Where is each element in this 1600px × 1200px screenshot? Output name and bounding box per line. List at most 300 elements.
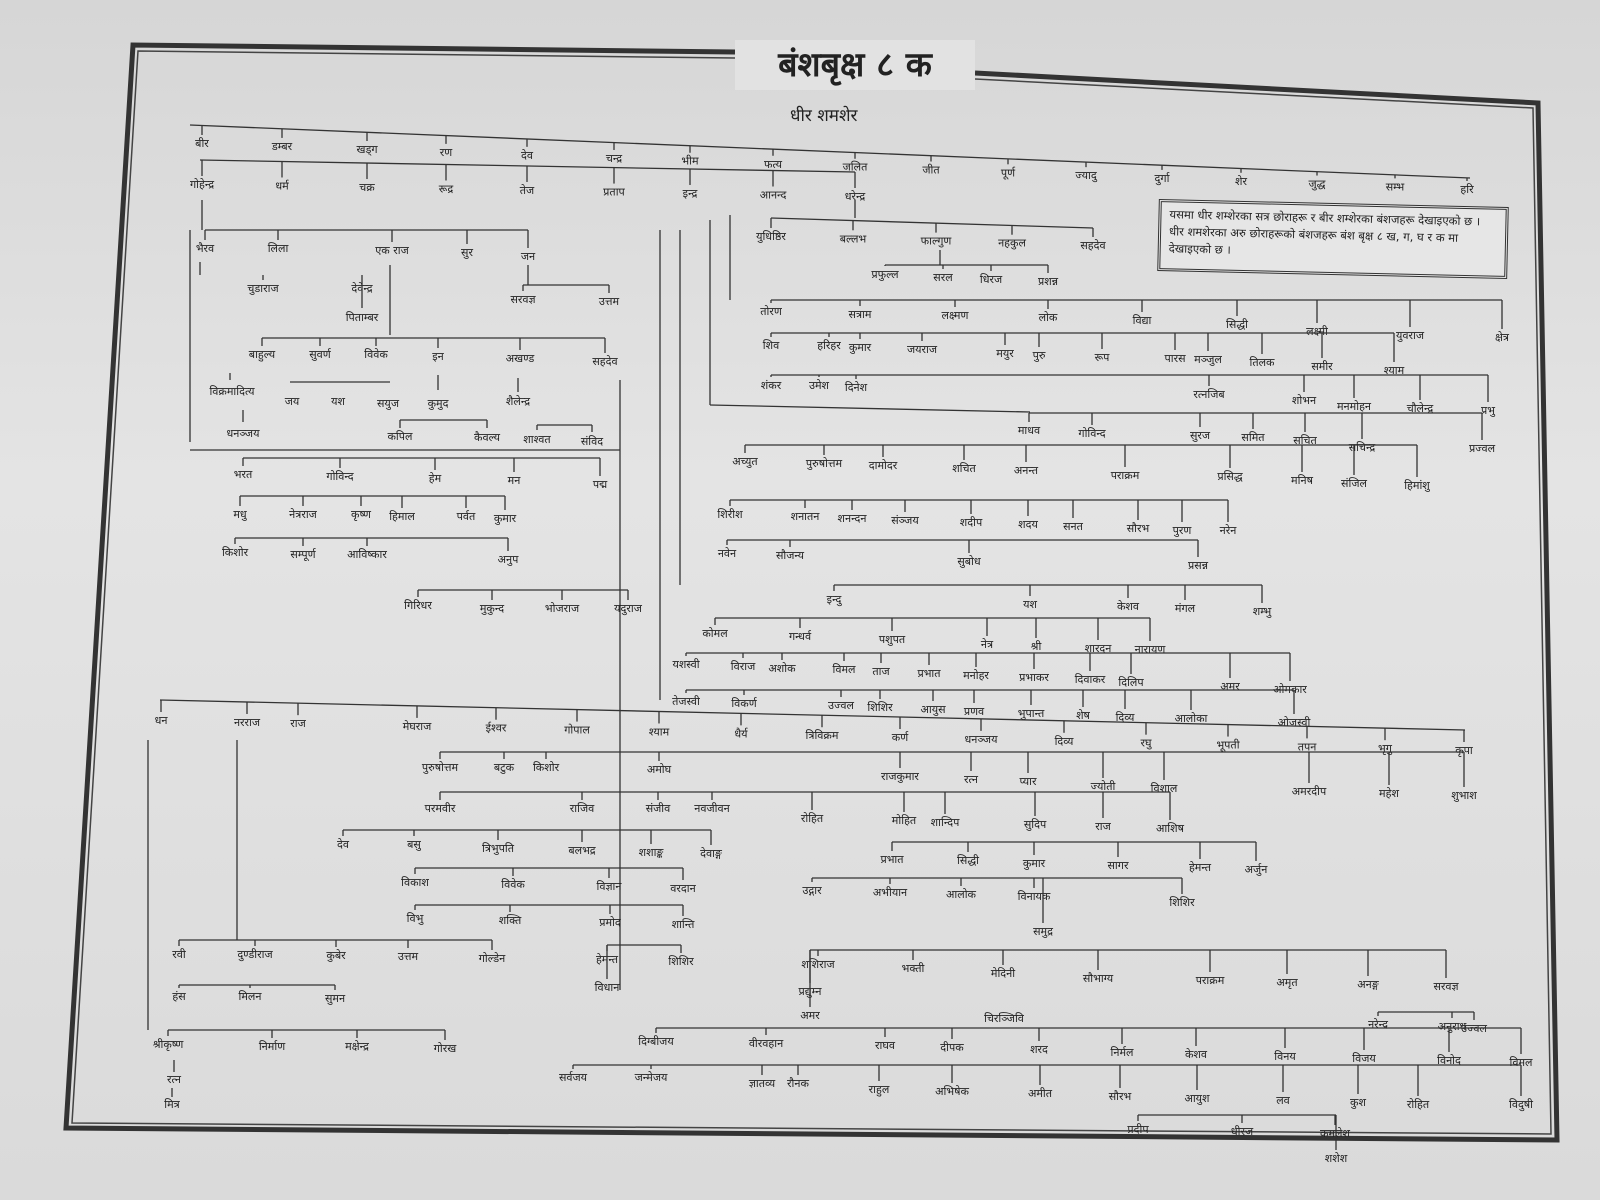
person-name: जयराज bbox=[906, 343, 938, 356]
person-name: बीर bbox=[195, 137, 209, 150]
person-name: ओमकार bbox=[1273, 683, 1307, 696]
person-name: नहकुल bbox=[998, 236, 1026, 250]
person-name: अमर bbox=[1220, 680, 1240, 693]
person-name: मनमोहन bbox=[1336, 400, 1372, 413]
person-name: ज्यादु bbox=[1075, 169, 1097, 183]
person-name: फत्य bbox=[763, 157, 783, 171]
person-name: बाहुल्य bbox=[248, 348, 276, 361]
person-name: विराज bbox=[730, 660, 756, 673]
person-name: कपिल bbox=[387, 430, 413, 443]
root-ancestor-name: धीर शमशेर bbox=[790, 106, 858, 126]
person-name: पूर्ण bbox=[1000, 166, 1016, 180]
person-name: शनन्दन bbox=[837, 512, 867, 525]
person-name: शरद bbox=[1030, 1043, 1048, 1056]
person-name: शशिराज bbox=[801, 958, 835, 971]
person-name: पारस bbox=[1164, 352, 1186, 365]
person-name: सत्राम bbox=[848, 308, 872, 321]
person-name: कुमार bbox=[848, 341, 872, 354]
person-name: सुरज bbox=[1189, 429, 1211, 442]
person-name: वीरवहान bbox=[748, 1037, 784, 1050]
person-name: विवेक bbox=[364, 348, 388, 361]
person-name: रूप bbox=[1094, 351, 1110, 364]
person-name: कमलेश bbox=[1320, 1127, 1350, 1140]
person-name: कृष्ण bbox=[351, 508, 371, 521]
person-name: पुरण bbox=[1172, 524, 1192, 537]
person-name: यश bbox=[1023, 598, 1037, 611]
person-name: कुमुद bbox=[427, 397, 449, 410]
person-name: शेष bbox=[1076, 709, 1090, 722]
person-name: विजय bbox=[1352, 1052, 1376, 1065]
person-name: सौरभ bbox=[1126, 522, 1150, 535]
person-name: हरिहर bbox=[817, 339, 841, 352]
person-name: श्याम bbox=[1383, 364, 1405, 377]
person-name: समुद्र bbox=[1033, 925, 1053, 938]
person-name: प्रताप bbox=[603, 185, 625, 199]
person-name: कोमल bbox=[702, 627, 728, 640]
person-name: हंस bbox=[172, 990, 186, 1003]
person-name: तपन bbox=[1297, 740, 1317, 754]
person-name: मयुर bbox=[996, 347, 1014, 360]
person-name: सुदिप bbox=[1023, 818, 1047, 831]
person-name: विनायक bbox=[1017, 890, 1051, 903]
person-name: आयुस bbox=[920, 703, 946, 716]
person-name: यदुराज bbox=[614, 602, 642, 615]
person-name: त्रिविक्रम bbox=[805, 729, 839, 743]
person-name: सहदेव bbox=[1080, 239, 1106, 252]
person-name: नवजीवन bbox=[694, 802, 730, 815]
person-name: समित bbox=[1241, 431, 1265, 444]
person-name: अमृत bbox=[1276, 976, 1298, 989]
person-name: सौजन्य bbox=[775, 549, 805, 562]
person-name: रत्न bbox=[167, 1073, 181, 1086]
person-name: ज्योती bbox=[1090, 780, 1116, 793]
person-name: दिव्य bbox=[1054, 734, 1074, 748]
person-name: तेजस्वी bbox=[672, 695, 700, 708]
person-name: शनातन bbox=[790, 510, 820, 523]
person-name: राज bbox=[1095, 820, 1111, 833]
person-name: प्रमोद bbox=[599, 916, 621, 929]
person-name: निर्माण bbox=[258, 1040, 286, 1053]
person-name: शान्ति bbox=[671, 918, 695, 931]
connector-line bbox=[190, 125, 1470, 178]
person-name: दिवाकर bbox=[1074, 673, 1106, 686]
person-name: मन bbox=[507, 474, 521, 487]
person-name: अनङ्ग bbox=[1357, 978, 1379, 991]
person-name: विधान bbox=[594, 981, 620, 994]
person-name: गोरख bbox=[433, 1042, 457, 1055]
person-name: विकाश bbox=[401, 876, 429, 889]
person-name: भूपती bbox=[1216, 738, 1240, 752]
person-name: ओजस्वी bbox=[1277, 716, 1311, 729]
person-name: दीपक bbox=[940, 1041, 964, 1054]
person-name: गोपाल bbox=[564, 723, 590, 737]
person-name: भुपान्त bbox=[1017, 707, 1045, 720]
person-name: आलोक bbox=[946, 888, 976, 901]
person-name: प्रज्वल bbox=[1468, 442, 1496, 455]
person-name: मेदिनी bbox=[990, 967, 1016, 980]
person-name: निर्मल bbox=[1110, 1046, 1134, 1059]
person-name: हेमन्त bbox=[595, 953, 619, 966]
person-name: गिरिधर bbox=[404, 599, 432, 612]
person-name: मञ्जुल bbox=[1194, 353, 1222, 366]
person-name: प्रभाकर bbox=[1019, 671, 1049, 684]
person-name: संञ्जय bbox=[891, 514, 919, 527]
person-name: शिरीश bbox=[717, 508, 743, 521]
person-name: अभिषेक bbox=[935, 1085, 969, 1098]
person-name: हेम bbox=[428, 472, 442, 485]
person-name: पद्म bbox=[592, 478, 608, 491]
person-name: युवराज bbox=[1395, 329, 1425, 342]
person-name: धनञ्जय bbox=[964, 732, 998, 746]
person-name: उत्तम bbox=[397, 950, 419, 963]
person-name: दामोदर bbox=[868, 459, 898, 472]
person-name: देव bbox=[337, 838, 349, 851]
person-name: विज्ञान bbox=[596, 880, 622, 893]
person-name: शिशिर bbox=[668, 955, 694, 968]
person-name: दिग्बीजय bbox=[638, 1035, 674, 1048]
person-name: मुकुन्द bbox=[479, 602, 505, 615]
person-name: जलित bbox=[842, 160, 868, 174]
person-name: संजीव bbox=[645, 802, 671, 815]
person-name: विनय bbox=[1274, 1050, 1296, 1063]
person-name: धिरज bbox=[979, 273, 1003, 286]
person-name: अमीत bbox=[1027, 1087, 1053, 1100]
person-name: धन bbox=[154, 714, 168, 727]
person-name: विवेक bbox=[501, 878, 525, 891]
person-name: नरेन bbox=[1219, 524, 1237, 537]
person-name: आयुश bbox=[1184, 1092, 1210, 1105]
person-name: देवेन्द्र bbox=[351, 282, 373, 295]
person-name: सरवज्ञ bbox=[1433, 980, 1459, 993]
person-name: तोरण bbox=[760, 305, 782, 318]
person-name: प्रभात bbox=[880, 853, 904, 866]
person-name: रौनक bbox=[787, 1077, 809, 1090]
person-name: शम्भु bbox=[1252, 605, 1272, 618]
person-name: विकर्ण bbox=[731, 697, 757, 710]
person-name: प्रशन्न bbox=[1037, 275, 1059, 288]
person-name: शुभाश bbox=[1451, 789, 1477, 802]
person-name: सिद्धी bbox=[1226, 318, 1248, 331]
person-name: शिशिर bbox=[867, 701, 893, 714]
person-name: सुर bbox=[461, 246, 473, 259]
person-name: सरल bbox=[933, 271, 953, 284]
person-name: पशुपत bbox=[878, 633, 906, 646]
person-name: चुडाराज bbox=[247, 282, 279, 295]
person-name: धैर्य bbox=[734, 727, 748, 741]
person-name: राजिव bbox=[569, 802, 595, 815]
person-name: विमल bbox=[1509, 1056, 1533, 1069]
person-name: अर्जुन bbox=[1244, 863, 1268, 876]
person-name: ताज bbox=[872, 665, 890, 678]
person-name: आलोका bbox=[1174, 712, 1208, 725]
person-name: देव bbox=[521, 148, 533, 162]
person-name: सुवर्ण bbox=[309, 348, 331, 361]
person-name: प्यार bbox=[1019, 775, 1037, 788]
person-name: नेत्रराज bbox=[289, 508, 317, 521]
person-name: शारदन bbox=[1084, 642, 1112, 655]
person-name: मेघराज bbox=[402, 719, 432, 733]
person-name: दुर्गा bbox=[1154, 171, 1170, 185]
person-name: शक्ति bbox=[498, 914, 522, 927]
person-name: राजकुमार bbox=[881, 770, 919, 783]
person-name: दिलिप bbox=[1118, 676, 1144, 689]
person-name: प्रद्युम्न bbox=[798, 985, 822, 998]
person-name: प्रभु bbox=[1481, 404, 1495, 417]
person-name: सर्वजय bbox=[558, 1071, 588, 1084]
person-name: भैरव bbox=[195, 242, 215, 255]
person-name: शोभन bbox=[1291, 394, 1317, 407]
person-name: जुद्ध bbox=[1308, 177, 1326, 191]
connector-line bbox=[160, 700, 1465, 730]
person-name: शिव bbox=[762, 339, 780, 352]
person-name: क्षेत्र bbox=[1495, 331, 1509, 344]
person-name: शशाङ्क bbox=[638, 846, 664, 859]
person-name: बसु bbox=[407, 838, 421, 851]
person-name: ईश्वर bbox=[485, 721, 507, 735]
person-name: बलभद्र bbox=[568, 844, 596, 857]
person-name: जीत bbox=[922, 163, 940, 177]
person-name: रघु bbox=[1140, 736, 1152, 750]
person-name: प्रसिद्ध bbox=[1217, 470, 1243, 483]
person-name: रत्नजिब bbox=[1193, 388, 1225, 401]
person-name: शिशिर bbox=[1169, 896, 1195, 909]
person-name: अमोघ bbox=[646, 763, 672, 776]
person-name: उज्वल bbox=[828, 699, 854, 712]
person-name: सचिन्द्र bbox=[1348, 441, 1376, 454]
person-name: भोजराज bbox=[544, 602, 580, 615]
person-name: कुमार bbox=[493, 512, 517, 525]
person-name: राज bbox=[290, 717, 306, 731]
person-name: रोहित bbox=[800, 812, 824, 825]
person-name: गन्धर्व bbox=[788, 630, 812, 643]
person-name: नारायण bbox=[1134, 643, 1166, 656]
person-name: किशोर bbox=[221, 546, 249, 559]
person-name: रण bbox=[439, 145, 453, 159]
person-name: पराक्रम bbox=[1110, 469, 1140, 482]
person-name: उद्गार bbox=[802, 884, 822, 897]
person-name: चौलेन्द्र bbox=[1406, 402, 1434, 415]
person-name: भीम bbox=[681, 154, 699, 168]
person-name: केशव bbox=[1116, 600, 1140, 613]
person-name: गोविन्द bbox=[1078, 427, 1106, 440]
person-name: सौभाग्य bbox=[1082, 972, 1114, 985]
person-name: तिलक bbox=[1249, 356, 1275, 369]
person-name: कुश bbox=[1350, 1096, 1366, 1109]
chart-title: बंशबृक्ष ८ क bbox=[735, 40, 975, 90]
person-name: गोहेन्द्र bbox=[189, 178, 215, 191]
person-name: सुमन bbox=[324, 992, 346, 1005]
person-name: विशाल bbox=[1150, 782, 1178, 795]
person-name: श्री bbox=[1030, 640, 1042, 653]
person-name: गोविन्द bbox=[326, 470, 354, 483]
person-name: मक्षेन्द्र bbox=[345, 1040, 369, 1053]
person-name: उमेश bbox=[808, 379, 830, 392]
person-name: खड्ग bbox=[356, 143, 378, 156]
person-name: लोक bbox=[1038, 311, 1058, 324]
person-name: केशव bbox=[1184, 1048, 1208, 1061]
person-name: सम्पूर्ण bbox=[290, 548, 316, 561]
connector-line bbox=[771, 218, 1093, 228]
person-name: गोल्डेन bbox=[478, 952, 506, 965]
person-name: वरदान bbox=[670, 882, 696, 895]
person-name: भरत bbox=[233, 468, 253, 481]
person-name: कर्ण bbox=[891, 731, 909, 745]
person-name: प्रफुल्ल bbox=[871, 268, 899, 281]
person-name: सहदेव bbox=[592, 355, 618, 368]
person-name: विक्रमादित्य bbox=[209, 385, 255, 398]
explanatory-note: यसमा धीर शम्शेरका सत्र छोराहरू र बीर शम्शेरका बंशजहरू देखाइएको छ । धीर शमशेरका अरु छोराहरूको बंशजहरू बंश बृक्ष ८ ख, ग, घ र क मा देखाइएको छ । bbox=[1157, 199, 1509, 279]
person-name: धीरज bbox=[1230, 1125, 1254, 1138]
person-name: सनत bbox=[1063, 520, 1083, 533]
person-name: लव bbox=[1276, 1094, 1290, 1107]
person-name: रत्न bbox=[964, 773, 978, 786]
person-name: हरि bbox=[1460, 183, 1474, 196]
person-name: सरवज्ञ bbox=[510, 293, 536, 306]
person-name: प्रसन्न bbox=[1188, 559, 1208, 572]
person-name: चिरञ्जिवि bbox=[984, 1012, 1024, 1025]
person-name: प्रदीप bbox=[1127, 1123, 1149, 1136]
person-name: लिला bbox=[267, 242, 289, 255]
person-name: रोहित bbox=[1406, 1098, 1430, 1111]
person-name: तेज bbox=[519, 183, 535, 197]
person-name: शचित bbox=[952, 462, 976, 475]
person-name: सम्भ bbox=[1385, 180, 1405, 194]
person-name: शैलेन्द्र bbox=[505, 395, 531, 408]
person-name: यश bbox=[331, 395, 345, 408]
person-name: आनन्द bbox=[759, 188, 787, 202]
person-name: युधिष्ठिर bbox=[756, 230, 786, 243]
person-name: विमल bbox=[832, 663, 856, 676]
person-name: विभु bbox=[406, 912, 424, 925]
person-name: ज्ञातव्य bbox=[748, 1077, 776, 1090]
person-name: समीर bbox=[1311, 360, 1333, 373]
person-name: भक्ती bbox=[901, 962, 925, 975]
person-name: कृपा bbox=[1455, 744, 1473, 757]
person-name: धर्म bbox=[275, 179, 289, 193]
person-name: पराक्रम bbox=[1195, 974, 1225, 987]
person-name: प्रभात bbox=[917, 667, 941, 680]
person-name: मंगल bbox=[1174, 602, 1196, 615]
person-name: अखण्ड bbox=[505, 352, 535, 365]
person-name: प्रणव bbox=[963, 705, 985, 718]
person-name: सिद्धी bbox=[957, 854, 979, 867]
person-name: राघव bbox=[875, 1039, 895, 1052]
person-name: नरराज bbox=[233, 715, 261, 729]
person-name: अमर bbox=[800, 1009, 820, 1022]
person-name: बल्लभ bbox=[839, 232, 867, 246]
person-name: लक्ष्मण bbox=[941, 309, 969, 322]
person-name: मधु bbox=[233, 508, 247, 521]
person-name: विदुषी bbox=[1508, 1098, 1534, 1111]
person-name: पुरुषोत्तम bbox=[421, 761, 459, 774]
person-name: सयुज bbox=[377, 397, 399, 410]
person-name: मोहित bbox=[891, 814, 917, 827]
person-name: मनिष bbox=[1291, 474, 1313, 487]
person-name: उज्वल bbox=[1461, 1022, 1487, 1035]
person-name: जय bbox=[284, 395, 300, 408]
person-name: शाश्वत bbox=[523, 433, 551, 446]
person-name: शंकर bbox=[760, 379, 782, 392]
person-name: देवाङ्ग bbox=[700, 847, 722, 860]
person-name: शदीप bbox=[959, 516, 983, 529]
person-name: उत्तम bbox=[598, 295, 620, 308]
person-name: संजिल bbox=[1341, 477, 1367, 490]
person-name: लक्ष्मी bbox=[1306, 325, 1328, 338]
person-name: कुबेर bbox=[326, 949, 346, 962]
person-name: विद्या bbox=[1132, 314, 1152, 327]
person-name: धनञ्जय bbox=[226, 427, 260, 440]
person-name: किशोर bbox=[532, 761, 560, 774]
person-name: आशिष bbox=[1156, 822, 1184, 835]
person-name: दिनेश bbox=[844, 381, 868, 394]
person-name: शेर bbox=[1235, 174, 1247, 188]
person-name: रवी bbox=[172, 948, 186, 961]
person-name: चन्द्र bbox=[605, 151, 623, 165]
person-name: दिव्य bbox=[1115, 711, 1135, 724]
person-name: मिलन bbox=[238, 990, 262, 1003]
person-name: इन bbox=[432, 350, 444, 363]
person-name: संविद bbox=[580, 435, 604, 448]
person-name: अनुराध bbox=[1437, 1020, 1467, 1033]
person-name: एक राज bbox=[375, 244, 409, 257]
person-name: डम्बर bbox=[271, 139, 293, 153]
person-name: पिताम्बर bbox=[345, 311, 379, 324]
person-name: धरेन्द्र bbox=[844, 190, 866, 203]
person-name: राहुल bbox=[868, 1083, 890, 1096]
person-name: जन्मेजय bbox=[634, 1071, 668, 1084]
person-name: अभीयान bbox=[872, 886, 908, 899]
person-name: पुरु bbox=[1032, 349, 1046, 362]
person-name: सचित bbox=[1293, 434, 1317, 447]
person-name: मनोहर bbox=[963, 669, 989, 682]
person-name: अनुप bbox=[497, 553, 519, 566]
person-name: अनन्त bbox=[1013, 464, 1039, 477]
person-name: चक्र bbox=[359, 181, 375, 195]
person-name: महेश bbox=[1379, 787, 1399, 800]
person-name: विनोद bbox=[1437, 1054, 1461, 1067]
person-name: भृगु bbox=[1378, 742, 1392, 756]
person-name: अमरदीप bbox=[1291, 785, 1327, 798]
person-name: अशोक bbox=[768, 662, 796, 675]
person-name: श्याम bbox=[648, 725, 670, 739]
person-name: नेत्र bbox=[980, 638, 994, 651]
person-name: पर्वत bbox=[456, 510, 476, 523]
person-name: इन्दु bbox=[826, 593, 842, 606]
person-name: हिमाल bbox=[389, 510, 415, 523]
person-name: शशेश bbox=[1324, 1152, 1348, 1165]
person-name: नवेन bbox=[717, 547, 737, 560]
person-name: मित्र bbox=[164, 1098, 180, 1111]
person-name: माधव bbox=[1017, 424, 1041, 437]
person-name: कैवल्य bbox=[474, 431, 500, 444]
connector-line bbox=[710, 405, 1030, 412]
person-name: यशस्वी bbox=[672, 658, 700, 671]
person-name: रूद्र bbox=[438, 182, 454, 196]
person-name: पुरुषोत्तम bbox=[805, 457, 843, 470]
person-name: सौरभ bbox=[1108, 1090, 1132, 1103]
person-name: श्रीकृष्ण bbox=[152, 1038, 184, 1051]
person-name: शान्दिप bbox=[930, 816, 960, 829]
person-name: परमवीर bbox=[424, 802, 456, 815]
person-name: फाल्गुण bbox=[920, 234, 952, 248]
person-name: नरेन्द्र bbox=[1368, 1018, 1388, 1031]
person-name: आविष्कार bbox=[347, 548, 387, 561]
person-name: बटुक bbox=[493, 761, 515, 774]
person-name: हेमन्त bbox=[1188, 861, 1212, 874]
person-name: जन bbox=[520, 250, 536, 263]
person-name: इन्द्र bbox=[682, 186, 698, 200]
person-name: सुबोध bbox=[957, 555, 981, 568]
